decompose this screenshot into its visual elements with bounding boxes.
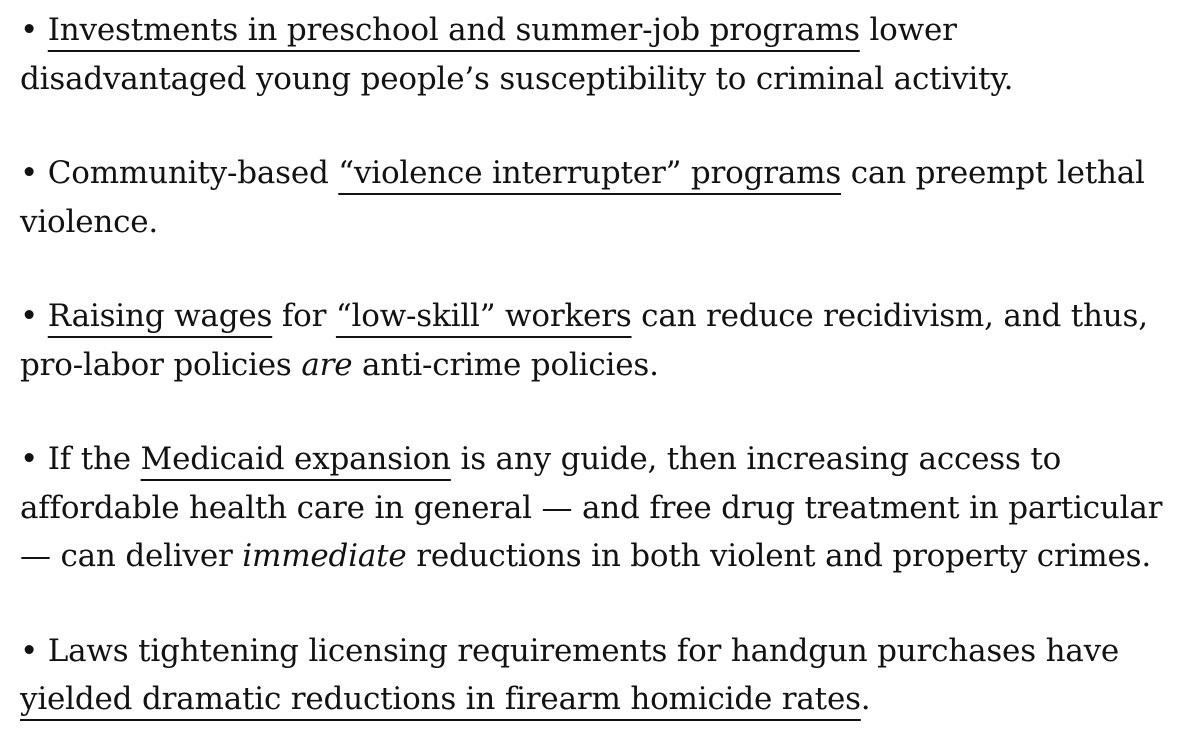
bullet-item-medicaid: [20, 435, 1185, 581]
link-preschool-summer-job[interactable]: Investments in preschool and summer-job programs: [47, 12, 860, 48]
bullet-item-raising-wages: [20, 292, 1185, 389]
bullet-symbol: •: [20, 155, 48, 191]
bullet-symbol: •: [20, 632, 48, 669]
link-violence-interrupter[interactable]: “violence interrupter” programs: [338, 155, 842, 191]
bullet-text: anti-crime policies.: [352, 346, 659, 383]
bullet-symbol: •: [20, 441, 48, 477]
bullet-prefix: Community-based: [47, 155, 339, 191]
bullet-item-preschool: [20, 6, 1185, 103]
bullet-item-handgun-laws: [20, 627, 1185, 724]
bullet-text: can preempt lethal violence.: [20, 155, 1145, 240]
bullet-text: for: [272, 298, 336, 334]
bullet-text: can reduce recidivism, and thus, pro-labor policies: [20, 298, 1148, 383]
emphasis-text: immediate: [242, 538, 407, 574]
article-body: [20, 6, 1185, 724]
bullet-prefix: If the: [47, 441, 141, 477]
bullet-text: lower disadvantaged young people’s susceptibility to criminal activity.: [20, 12, 1014, 97]
emphasis-text: are: [301, 346, 353, 383]
bullet-symbol: •: [20, 12, 48, 48]
link-raising-wages[interactable]: Raising wages: [47, 298, 273, 334]
bullet-prefix: Laws tightening licensing requirements for handgun purchases have: [47, 632, 1120, 669]
link-medicaid-expansion[interactable]: Medicaid expansion: [140, 441, 451, 477]
bullet-symbol: •: [20, 298, 48, 334]
link-low-skill-workers[interactable]: “low-skill” workers: [335, 298, 632, 334]
bullet-text: reductions in both violent and property crimes.: [406, 538, 1151, 574]
bullet-text: .: [860, 681, 871, 717]
bullet-text: is any guide, then increasing access to affordable health care in general — and free drug treatment in particular — can deliver: [20, 441, 1163, 574]
link-firearm-homicide-reductions[interactable]: yielded dramatic reductions in firearm homicide rates: [20, 681, 861, 717]
bullet-item-violence-interrupter: [20, 149, 1185, 246]
